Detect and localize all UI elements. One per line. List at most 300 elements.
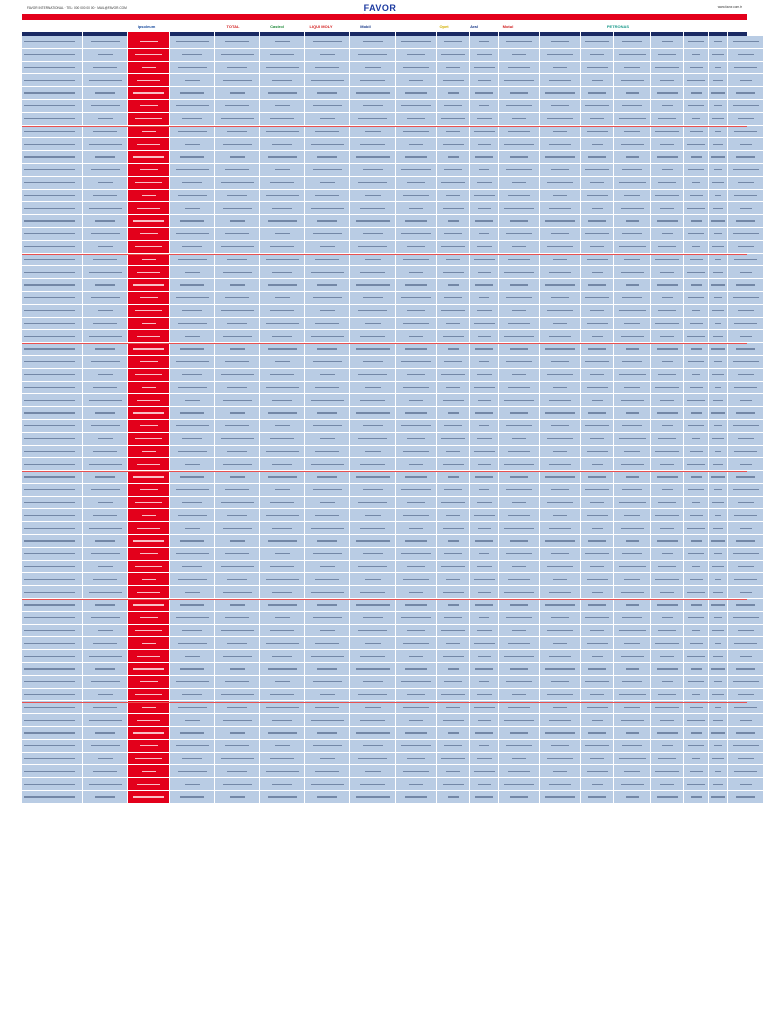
table-cell — [651, 433, 683, 446]
table-cell — [709, 151, 727, 164]
table-cell — [470, 446, 498, 459]
table-cell — [128, 676, 169, 689]
table-cell — [170, 701, 214, 714]
table-cell — [614, 190, 650, 203]
table-cell — [470, 535, 498, 548]
table-cell — [83, 484, 127, 497]
table-cell — [22, 625, 82, 638]
table-cell — [470, 356, 498, 369]
table-cell — [470, 151, 498, 164]
table-cell — [83, 343, 127, 356]
table-cell — [305, 113, 349, 126]
table-cell — [22, 382, 82, 395]
table-cell — [128, 151, 169, 164]
table-cell — [709, 509, 727, 522]
table-cell — [260, 36, 304, 49]
table-cell — [499, 599, 539, 612]
table-cell — [128, 765, 169, 778]
table-cell — [128, 522, 169, 535]
table-cell — [614, 266, 650, 279]
table-cell — [540, 113, 580, 126]
table-cell — [396, 420, 436, 433]
table-cell — [581, 509, 613, 522]
table-cell — [305, 305, 349, 318]
table-cell — [128, 305, 169, 318]
table-cell — [305, 87, 349, 100]
table-cell — [170, 522, 214, 535]
table-cell — [260, 356, 304, 369]
table-cell — [728, 599, 763, 612]
logo-11: Aral — [470, 23, 478, 29]
table-cell — [499, 612, 539, 625]
brand-logos-row — [22, 20, 747, 32]
table-cell — [581, 471, 613, 484]
table-cell — [581, 637, 613, 650]
table-cell — [581, 791, 613, 804]
table-cell — [709, 561, 727, 574]
table-cell — [83, 625, 127, 638]
table-cell — [499, 689, 539, 702]
table-cell — [128, 74, 169, 87]
table-cell — [83, 49, 127, 62]
table-cell — [614, 318, 650, 331]
table-cell — [305, 228, 349, 241]
table-cell — [260, 164, 304, 177]
table-cell — [581, 164, 613, 177]
table-cell — [499, 356, 539, 369]
table-cell — [499, 701, 539, 714]
table-cell — [651, 663, 683, 676]
table-cell — [260, 49, 304, 62]
table-cell — [540, 369, 580, 382]
table-cell — [22, 663, 82, 676]
table-cell — [305, 484, 349, 497]
table-cell — [83, 689, 127, 702]
table-cell — [470, 305, 498, 318]
table-cell — [581, 701, 613, 714]
table-cell — [470, 471, 498, 484]
table-cell — [260, 279, 304, 292]
table-cell — [260, 535, 304, 548]
table-cell — [260, 113, 304, 126]
table-cell — [350, 62, 395, 75]
table-cell — [396, 241, 436, 254]
table-cell — [437, 202, 469, 215]
table-cell — [350, 266, 395, 279]
table-cell — [581, 87, 613, 100]
table-cell — [728, 420, 763, 433]
table-cell — [614, 522, 650, 535]
table-cell — [170, 535, 214, 548]
table-cell — [499, 650, 539, 663]
table-cell — [396, 778, 436, 791]
table-cell — [684, 714, 708, 727]
table-cell — [684, 113, 708, 126]
table-cell — [128, 190, 169, 203]
table-cell — [128, 36, 169, 49]
table-cell — [614, 382, 650, 395]
table-cell — [470, 202, 498, 215]
table-cell — [215, 753, 259, 766]
section-separator — [22, 343, 747, 344]
table-cell — [128, 701, 169, 714]
table-cell — [499, 318, 539, 331]
table-cell — [396, 126, 436, 139]
table-cell — [470, 637, 498, 650]
table-cell — [350, 279, 395, 292]
table-cell — [684, 535, 708, 548]
table-cell — [709, 369, 727, 382]
table-cell — [170, 714, 214, 727]
table-cell — [540, 177, 580, 190]
table-cell — [170, 573, 214, 586]
table-cell — [581, 292, 613, 305]
table-cell — [540, 573, 580, 586]
table-cell — [170, 394, 214, 407]
table-cell — [470, 740, 498, 753]
table-cell — [728, 535, 763, 548]
table-cell — [728, 126, 763, 139]
table-cell — [499, 215, 539, 228]
table-cell — [709, 190, 727, 203]
table-cell — [83, 305, 127, 318]
table-cell — [540, 663, 580, 676]
table-cell — [540, 471, 580, 484]
table-cell — [581, 727, 613, 740]
table-cell — [470, 509, 498, 522]
table-cell — [437, 279, 469, 292]
table-cell — [437, 407, 469, 420]
table-cell — [396, 151, 436, 164]
table-cell — [614, 74, 650, 87]
table-cell — [305, 164, 349, 177]
table-cell — [684, 369, 708, 382]
table-cell — [83, 612, 127, 625]
logo-14 — [568, 20, 600, 32]
table-cell — [728, 714, 763, 727]
table-cell — [499, 369, 539, 382]
table-cell — [470, 190, 498, 203]
table-cell — [651, 49, 683, 62]
table-cell — [22, 599, 82, 612]
table-cell — [437, 420, 469, 433]
section-separator — [22, 702, 747, 703]
table-cell — [83, 535, 127, 548]
table-cell — [684, 330, 708, 343]
table-cell — [83, 266, 127, 279]
table-cell — [540, 254, 580, 267]
table-cell — [305, 548, 349, 561]
table-cell — [470, 100, 498, 113]
table-cell — [396, 522, 436, 535]
table-cell — [540, 497, 580, 510]
table-cell — [22, 714, 82, 727]
table-cell — [83, 753, 127, 766]
table-cell — [614, 215, 650, 228]
table-cell — [22, 740, 82, 753]
table-cell — [22, 753, 82, 766]
table-cell — [581, 612, 613, 625]
table-cell — [499, 382, 539, 395]
table-cell — [83, 650, 127, 663]
table-cell — [728, 318, 763, 331]
table-cell — [684, 625, 708, 638]
table-cell — [260, 433, 304, 446]
table-cell — [470, 561, 498, 574]
table-cell — [540, 126, 580, 139]
table-cell — [709, 356, 727, 369]
table-cell — [499, 266, 539, 279]
table-cell — [215, 778, 259, 791]
table-cell — [614, 254, 650, 267]
table-cell — [396, 190, 436, 203]
table-cell — [614, 420, 650, 433]
table-cell — [684, 292, 708, 305]
table-cell — [684, 484, 708, 497]
table-cell — [305, 676, 349, 689]
logo-7: LIQUI MOLY — [309, 23, 333, 29]
table-cell — [684, 87, 708, 100]
table-cell — [350, 202, 395, 215]
table-cell — [581, 113, 613, 126]
table-cell — [470, 663, 498, 676]
table-column-19 — [728, 36, 764, 804]
table-cell — [170, 637, 214, 650]
table-cell — [170, 753, 214, 766]
table-cell — [614, 791, 650, 804]
table-cell — [260, 100, 304, 113]
table-cell — [22, 241, 82, 254]
table-cell — [260, 215, 304, 228]
table-cell — [499, 778, 539, 791]
logo-17 — [668, 20, 692, 32]
table-cell — [709, 791, 727, 804]
table-cell — [305, 727, 349, 740]
table-cell — [614, 164, 650, 177]
table-cell — [728, 471, 763, 484]
table-cell — [684, 471, 708, 484]
table-cell — [540, 689, 580, 702]
table-cell — [305, 497, 349, 510]
table-cell — [350, 292, 395, 305]
table-cell — [260, 599, 304, 612]
table-cell — [22, 266, 82, 279]
table-cell — [709, 458, 727, 471]
table-cell — [83, 740, 127, 753]
table-cell — [215, 522, 259, 535]
table-cell — [540, 305, 580, 318]
table-cell — [581, 190, 613, 203]
table-cell — [260, 471, 304, 484]
table-cell — [396, 36, 436, 49]
table-cell — [499, 509, 539, 522]
table-cell — [260, 369, 304, 382]
table-cell — [396, 740, 436, 753]
table-cell — [651, 241, 683, 254]
table-cell — [581, 650, 613, 663]
table-cell — [305, 612, 349, 625]
table-cell — [437, 305, 469, 318]
table-cell — [709, 382, 727, 395]
table-cell — [260, 87, 304, 100]
table-cell — [684, 407, 708, 420]
table-cell — [305, 202, 349, 215]
table-cell — [651, 87, 683, 100]
table-cell — [396, 164, 436, 177]
table-cell — [170, 36, 214, 49]
table-cell — [651, 420, 683, 433]
table-cell — [684, 279, 708, 292]
table-cell — [540, 382, 580, 395]
table-cell — [709, 765, 727, 778]
table-cell — [614, 330, 650, 343]
table-cell — [499, 177, 539, 190]
table-cell — [437, 535, 469, 548]
table-cell — [540, 138, 580, 151]
table-cell — [128, 164, 169, 177]
table-cell — [651, 637, 683, 650]
table-cell — [684, 164, 708, 177]
table-cell — [305, 458, 349, 471]
table-cell — [651, 714, 683, 727]
table-cell — [684, 548, 708, 561]
table-cell — [170, 727, 214, 740]
table-cell — [396, 548, 436, 561]
table-cell — [128, 548, 169, 561]
table-cell — [437, 49, 469, 62]
table-cell — [396, 113, 436, 126]
table-cell — [128, 599, 169, 612]
table-cell — [170, 266, 214, 279]
table-cell — [614, 241, 650, 254]
table-cell — [170, 586, 214, 599]
table-column-5 — [215, 36, 260, 804]
table-cell — [651, 753, 683, 766]
table-cell — [614, 471, 650, 484]
table-cell — [470, 62, 498, 75]
table-cell — [128, 484, 169, 497]
table-cell — [728, 74, 763, 87]
table-cell — [260, 727, 304, 740]
table-cell — [581, 522, 613, 535]
table-cell — [499, 433, 539, 446]
table-cell — [215, 548, 259, 561]
table-cell — [540, 586, 580, 599]
table-cell — [83, 36, 127, 49]
table-cell — [684, 676, 708, 689]
table-cell — [83, 676, 127, 689]
table-cell — [540, 637, 580, 650]
table-cell — [350, 561, 395, 574]
table-cell — [215, 190, 259, 203]
table-cell — [709, 663, 727, 676]
table-cell — [260, 202, 304, 215]
table-cell — [128, 509, 169, 522]
table-cell — [651, 100, 683, 113]
table-cell — [499, 151, 539, 164]
table-cell — [728, 254, 763, 267]
table-cell — [614, 113, 650, 126]
table-cell — [540, 241, 580, 254]
table-cell — [215, 446, 259, 459]
table-cell — [728, 343, 763, 356]
table-cell — [215, 663, 259, 676]
table-cell — [128, 535, 169, 548]
table-cell — [260, 753, 304, 766]
table-cell — [581, 394, 613, 407]
table-cell — [540, 190, 580, 203]
table-cell — [128, 62, 169, 75]
table-cell — [350, 778, 395, 791]
table-cell — [437, 343, 469, 356]
table-cell — [614, 765, 650, 778]
table-cell — [709, 420, 727, 433]
table-cell — [470, 765, 498, 778]
table-cell — [437, 509, 469, 522]
table-cell — [709, 573, 727, 586]
table-cell — [170, 113, 214, 126]
table-cell — [437, 254, 469, 267]
table-cell — [437, 266, 469, 279]
table-cell — [540, 727, 580, 740]
table-cell — [651, 599, 683, 612]
table-cell — [215, 471, 259, 484]
table-cell — [614, 740, 650, 753]
logo-18 — [692, 20, 710, 32]
table-cell — [581, 343, 613, 356]
table-cell — [260, 420, 304, 433]
table-cell — [709, 548, 727, 561]
table-cell — [260, 701, 304, 714]
table-cell — [728, 701, 763, 714]
table-cell — [260, 548, 304, 561]
table-cell — [128, 458, 169, 471]
table-cell — [305, 778, 349, 791]
table-cell — [170, 791, 214, 804]
logo-10: Opet — [439, 23, 449, 29]
table-cell — [260, 676, 304, 689]
table-cell — [260, 765, 304, 778]
table-cell — [260, 228, 304, 241]
table-cell — [22, 791, 82, 804]
table-cell — [709, 74, 727, 87]
table-cell — [215, 382, 259, 395]
table-cell — [260, 74, 304, 87]
table-cell — [128, 663, 169, 676]
table-cell — [170, 138, 214, 151]
table-cell — [83, 446, 127, 459]
table-cell — [499, 676, 539, 689]
table-cell — [651, 586, 683, 599]
table-cell — [728, 586, 763, 599]
table-cell — [260, 637, 304, 650]
table-cell — [170, 458, 214, 471]
table-cell — [540, 62, 580, 75]
table-cell — [260, 62, 304, 75]
table-cell — [22, 228, 82, 241]
table-cell — [499, 446, 539, 459]
table-cell — [128, 650, 169, 663]
table-cell — [22, 164, 82, 177]
table-cell — [709, 599, 727, 612]
table-cell — [499, 113, 539, 126]
table-cell — [540, 36, 580, 49]
table-column-13 — [540, 36, 581, 804]
table-cell — [350, 330, 395, 343]
table-cell — [709, 87, 727, 100]
table-cell — [437, 625, 469, 638]
table-cell — [709, 612, 727, 625]
